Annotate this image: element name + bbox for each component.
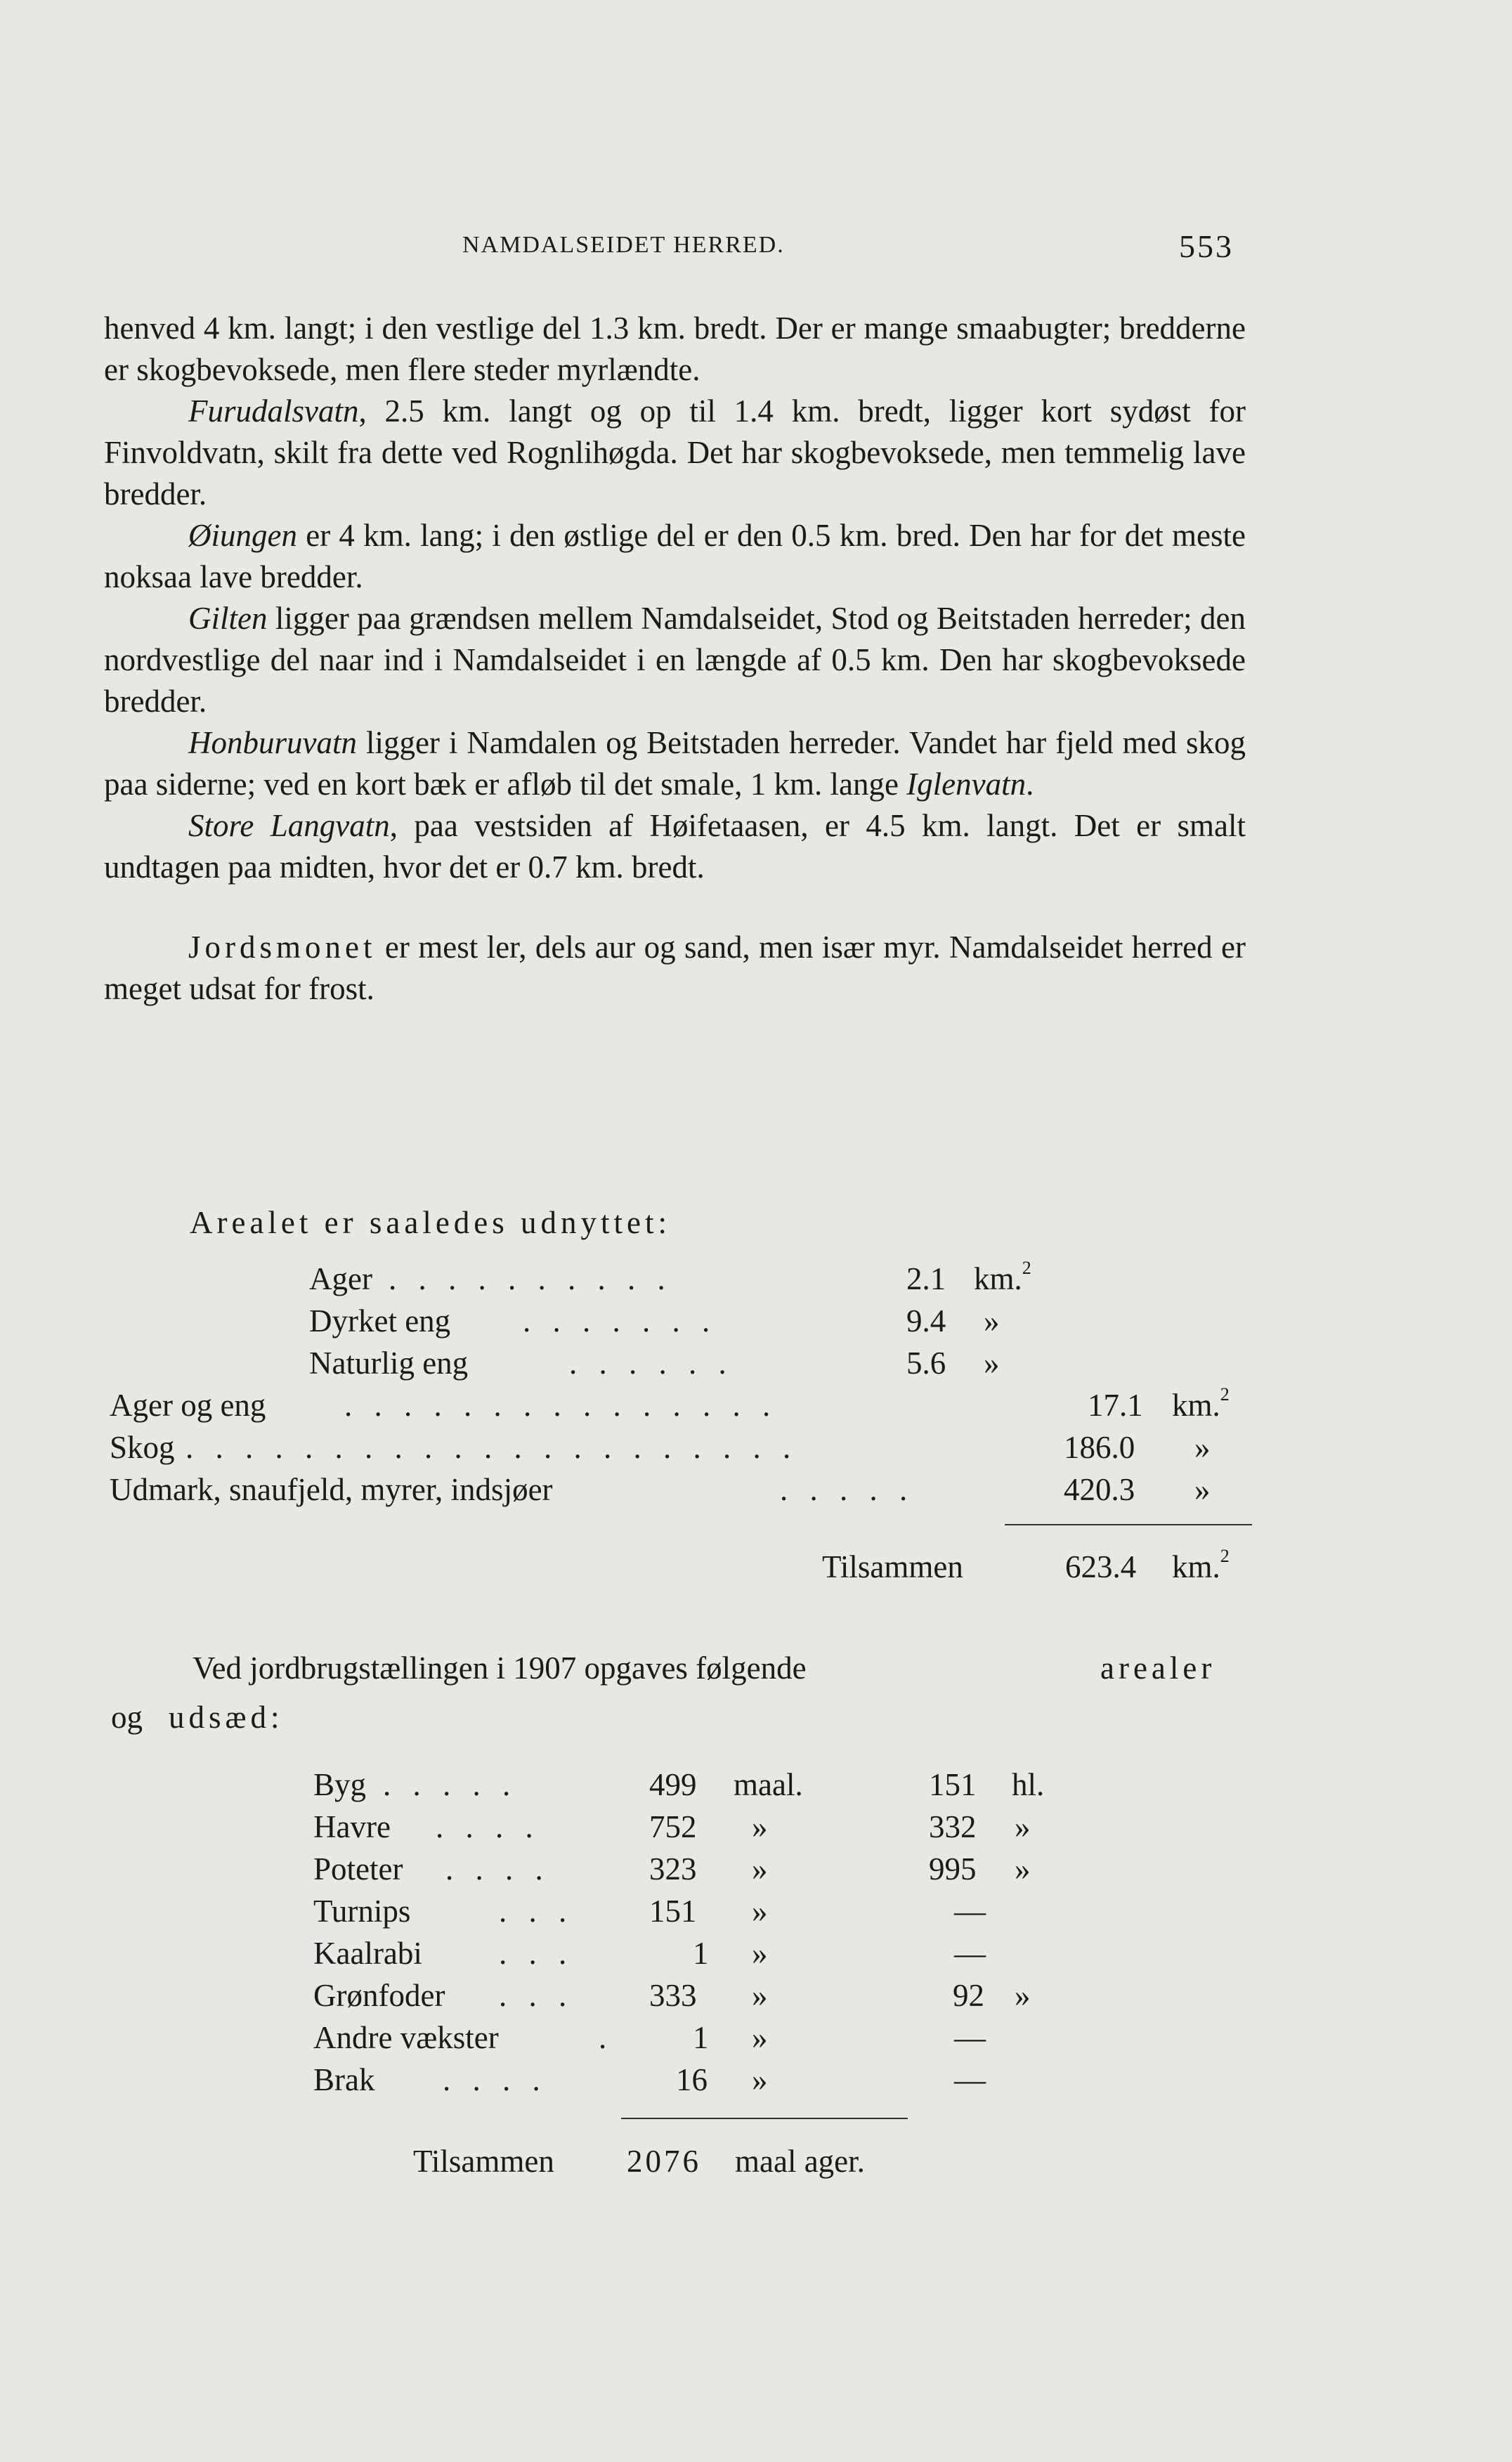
leader-dots: . . . . . bbox=[383, 1767, 518, 1802]
crops-intro: Ved jordbrugstællingen i 1907 opgaves følgende bbox=[193, 1650, 807, 1686]
paragraph bbox=[104, 722, 1246, 805]
crop-maal-unit: » bbox=[752, 2020, 768, 2055]
crop-name: Andre vækster bbox=[313, 2020, 499, 2055]
area-label: Naturlig eng bbox=[309, 1346, 469, 1381]
crop-maal-unit: » bbox=[752, 1936, 768, 1971]
leader-dots: . . . bbox=[499, 1978, 574, 2013]
total-value: 2076 bbox=[627, 2144, 701, 2179]
paragraph bbox=[104, 391, 1246, 515]
leader-dots: . . . . . . . bbox=[523, 1303, 717, 1339]
spaced-term: Jordsmonet bbox=[188, 930, 377, 965]
crop-hl: — bbox=[954, 1894, 986, 1929]
area-label: Ager bbox=[309, 1261, 372, 1296]
area-value: 5.6 bbox=[906, 1346, 946, 1381]
crop-hl: 151 bbox=[929, 1767, 977, 1802]
running-header: NAMDALSEIDET HERRED. bbox=[462, 232, 785, 258]
area-label: Dyrket eng bbox=[309, 1303, 451, 1339]
area-value: 2.1 bbox=[906, 1261, 946, 1296]
crop-hl-unit: hl. bbox=[1012, 1767, 1045, 1802]
crop-hl: 92 bbox=[953, 1978, 984, 2013]
crop-hl-unit: » bbox=[1015, 1851, 1031, 1887]
area-label: Ager og eng bbox=[110, 1388, 266, 1423]
leader-dots: . . . . . . . . . . bbox=[389, 1261, 672, 1296]
crop-maal: 323 bbox=[649, 1851, 697, 1887]
crop-hl-unit: » bbox=[1015, 1809, 1031, 1844]
area-value: 17.1 bbox=[1088, 1388, 1143, 1423]
area-unit: » bbox=[1194, 1472, 1211, 1507]
paragraph-text: . bbox=[1026, 767, 1034, 802]
crop-maal-unit: » bbox=[752, 2062, 768, 2097]
crop-maal-unit: » bbox=[752, 1851, 768, 1887]
leader-dots: . . . bbox=[499, 1936, 574, 1971]
leader-dots: . . . . . bbox=[780, 1472, 915, 1507]
crop-maal: 1 bbox=[693, 1936, 709, 1971]
crop-maal: 1 bbox=[693, 2020, 709, 2055]
paragraph bbox=[104, 927, 1246, 1010]
crop-hl: — bbox=[954, 1936, 986, 1971]
crop-maal: 752 bbox=[649, 1809, 697, 1844]
paragraph bbox=[104, 598, 1246, 722]
total-value: 623.4 bbox=[1065, 1549, 1137, 1584]
page-number: 553 bbox=[1179, 228, 1234, 264]
crop-name: Byg bbox=[313, 1767, 367, 1802]
crops-intro: og bbox=[111, 1700, 143, 1735]
paragraph bbox=[104, 805, 1246, 888]
crop-maal-unit: maal. bbox=[734, 1767, 803, 1802]
sum-rule bbox=[1005, 1524, 1252, 1525]
crop-maal-unit: » bbox=[752, 1809, 768, 1844]
paragraph-text: , paa vestsiden af Høifetaasen, er 4.5 km. langt. Det er smalt undtagen paa midten, hvor det er 0.7 km. bredt. bbox=[104, 808, 1246, 885]
area-unit: km.$^2$ bbox=[974, 1258, 1031, 1296]
paragraph-text: er mest ler, dels aur og sand, men især myr. Namdalseidet herred er meget udsat for frost. bbox=[104, 930, 1246, 1006]
area-intro: Arealet er saaledes udnyttet: bbox=[190, 1205, 672, 1240]
leader-dots: . bbox=[599, 2020, 614, 2055]
sum-rule bbox=[621, 2118, 908, 2119]
leader-dots: . . . . bbox=[445, 1851, 550, 1887]
total-unit: km.$^2$ bbox=[1172, 1546, 1230, 1584]
crop-maal: 499 bbox=[649, 1767, 697, 1802]
spaced-term: arealer bbox=[1100, 1650, 1216, 1686]
leader-dots: . . . . . . bbox=[569, 1346, 734, 1381]
leader-dots: . . . . . . . . . . . . . . . bbox=[344, 1388, 778, 1423]
crop-name: Brak bbox=[313, 2062, 375, 2097]
paragraph bbox=[104, 308, 1246, 391]
total-label: Tilsammen bbox=[413, 2144, 554, 2179]
crop-maal: 151 bbox=[649, 1894, 697, 1929]
crop-maal-unit: » bbox=[752, 1894, 768, 1929]
area-unit: » bbox=[984, 1346, 1000, 1381]
crop-name: Grønfoder bbox=[313, 1978, 445, 2013]
crop-name: Turnips bbox=[313, 1894, 411, 1929]
lake-name: Gilten bbox=[188, 601, 268, 636]
crop-name: Poteter bbox=[313, 1851, 403, 1887]
crop-hl: — bbox=[954, 2062, 986, 2097]
area-label: Udmark, snaufjeld, myrer, indsjøer bbox=[110, 1472, 553, 1507]
leader-dots: . . . . bbox=[436, 1809, 540, 1844]
crop-hl: 995 bbox=[929, 1851, 977, 1887]
leader-dots: . . . . . . . . . . . . . . . . . . . . . bbox=[185, 1430, 798, 1465]
leader-dots: . . . bbox=[499, 1894, 574, 1929]
crop-maal-unit: » bbox=[752, 1978, 768, 2013]
paragraph bbox=[104, 515, 1246, 598]
crop-name: Havre bbox=[313, 1809, 391, 1844]
paragraph-text: , 2.5 km. langt og op til 1.4 km. bredt, ligger kort sydøst for Finvoldvatn, skilt fra dette ved Rognlihøgda. Det har skogbevoksede, men temmelig lave bredder. bbox=[104, 393, 1246, 512]
area-unit: » bbox=[1194, 1430, 1211, 1465]
area-value: 186.0 bbox=[1064, 1430, 1135, 1465]
crop-hl: 332 bbox=[929, 1809, 977, 1844]
leader-dots: . . . . bbox=[443, 2062, 547, 2097]
crop-hl: — bbox=[954, 2020, 986, 2055]
spaced-term: udsæd: bbox=[169, 1700, 284, 1735]
area-value: 9.4 bbox=[906, 1303, 946, 1339]
lake-name: Store Langvatn bbox=[188, 808, 390, 843]
crop-name: Kaalrabi bbox=[313, 1936, 422, 1971]
paragraph-text: er 4 km. lang; i den østlige del er den 0.5 km. bred. Den har for det meste noksaa lave bredder. bbox=[104, 518, 1246, 594]
paragraph-text: ligger paa grændsen mellem Namdalseidet, Stod og Beitstaden herreder; den nordvestlige del naar ind i Namdalseidet i en længde af 0.5 km. Den har skogbevoksede bredder. bbox=[104, 601, 1246, 719]
area-unit: km.$^2$ bbox=[1172, 1384, 1230, 1423]
total-unit: maal ager. bbox=[735, 2144, 865, 2179]
lake-name: Honburuvatn bbox=[188, 725, 357, 760]
crop-hl-unit: » bbox=[1015, 1978, 1031, 2013]
paragraph-text: henved 4 km. langt; i den vestlige del 1.3 km. bredt. Der er mange smaabugter; bredderne er skogbevoksede, men flere steder myrlændte. bbox=[104, 311, 1246, 387]
paragraph-text: ligger i Namdalen og Beitstaden herreder. Vandet har fjeld med skog paa siderne; ved en kort bæk er afløb til det smale, 1 km. lange bbox=[104, 725, 1246, 802]
crop-maal: 16 bbox=[676, 2062, 708, 2097]
lake-name: Øiungen bbox=[188, 518, 297, 553]
lake-name: Iglenvatn bbox=[906, 767, 1027, 802]
area-unit: » bbox=[984, 1303, 1000, 1339]
crop-maal: 333 bbox=[649, 1978, 697, 2013]
body-text bbox=[104, 308, 1246, 1010]
area-value: 420.3 bbox=[1064, 1472, 1135, 1507]
lake-name: Furudalsvatn bbox=[188, 393, 359, 429]
area-label: Skog bbox=[110, 1430, 175, 1465]
total-label: Tilsammen bbox=[822, 1549, 963, 1584]
